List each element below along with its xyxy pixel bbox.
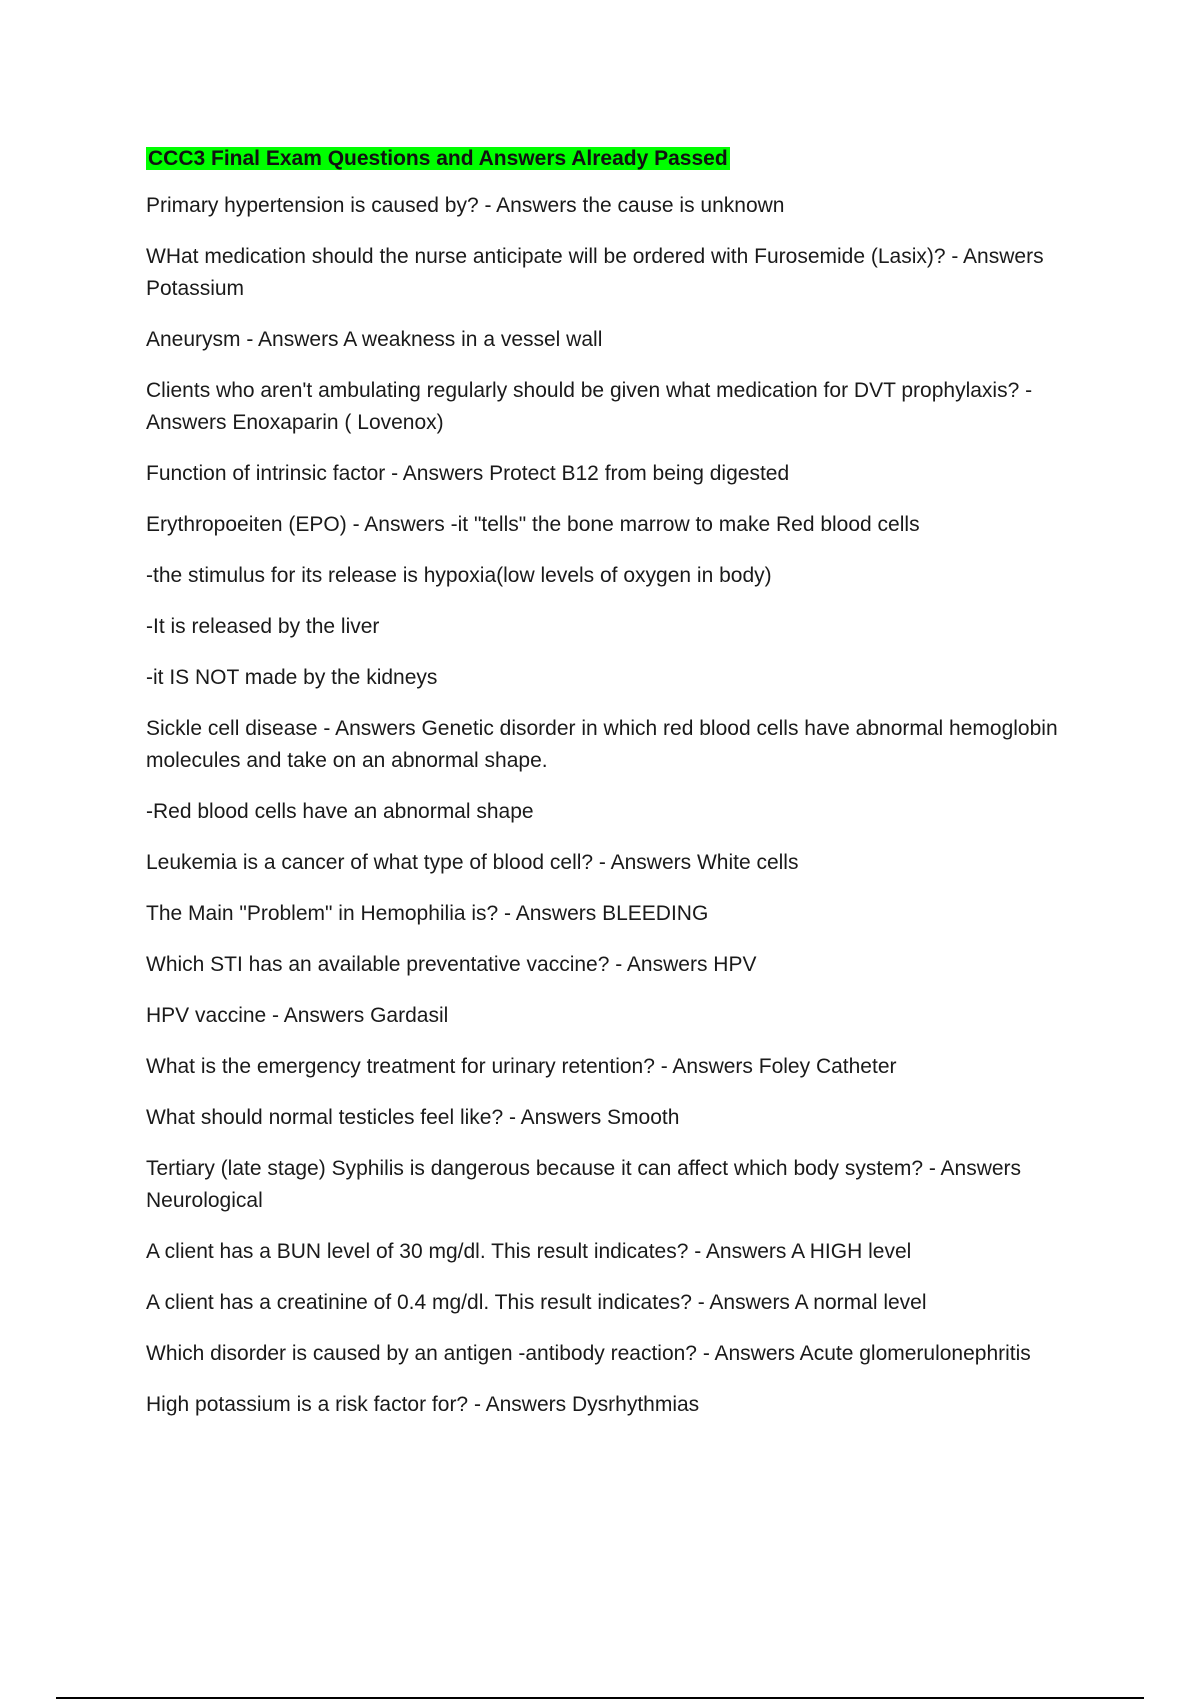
qa-item: -the stimulus for its release is hypoxia(low levels of oxygen in body) [146,564,772,587]
qa-item: Aneurysm - Answers A weakness in a vessel wall [146,328,603,351]
qa-item: Clients who aren't ambulating regularly should be given what medication for DVT prophylaxis? - Answers Enoxaparin ( Lovenox) [146,379,1033,434]
qa-item: Which STI has an available preventative vaccine? - Answers HPV [146,953,757,976]
qa-item: HPV vaccine - Answers Gardasil [146,1004,449,1027]
qa-item: What is the emergency treatment for urinary retention? - Answers Foley Catheter [146,1055,897,1078]
footer-rule [56,1697,1144,1699]
qa-item: Erythropoeiten (EPO) - Answers -it "tells" the bone marrow to make Red blood cells [146,513,920,536]
qa-item: -Red blood cells have an abnormal shape [146,800,534,823]
qa-item: A client has a creatinine of 0.4 mg/dl. This result indicates? - Answers A normal level [146,1291,927,1314]
qa-item: Tertiary (late stage) Syphilis is dangerous because it can affect which body system? - Answers Neurological [146,1157,1022,1212]
qa-item: -it IS NOT made by the kidneys [146,666,438,689]
qa-item: Primary hypertension is caused by? - Answers the cause is unknown [146,194,785,217]
document-title: CCC3 Final Exam Questions and Answers Already Passed [148,147,728,170]
qa-item: Sickle cell disease - Answers Genetic disorder in which red blood cells have abnormal hemoglobin molecules and take on an abnormal shape. [146,717,1058,772]
qa-item: The Main "Problem" in Hemophilia is? - Answers BLEEDING [146,902,709,925]
qa-item: What should normal testicles feel like? - Answers Smooth [146,1106,680,1129]
qa-item: -It is released by the liver [146,615,380,638]
qa-item: A client has a BUN level of 30 mg/dl. This result indicates? - Answers A HIGH level [146,1240,912,1263]
qa-item: High potassium is a risk factor for? - Answers Dysrhythmias [146,1393,700,1416]
qa-item: Function of intrinsic factor - Answers Protect B12 from being digested [146,462,790,485]
qa-item: Leukemia is a cancer of what type of blood cell? - Answers White cells [146,851,799,874]
qa-item: WHat medication should the nurse anticipate will be ordered with Furosemide (Lasix)? - Answers Potassium [146,245,1044,300]
title-block [146,144,1086,176]
qa-item: Which disorder is caused by an antigen -antibody reaction? - Answers Acute glomerulonephritis [146,1342,1031,1365]
document-content [146,144,1086,1440]
